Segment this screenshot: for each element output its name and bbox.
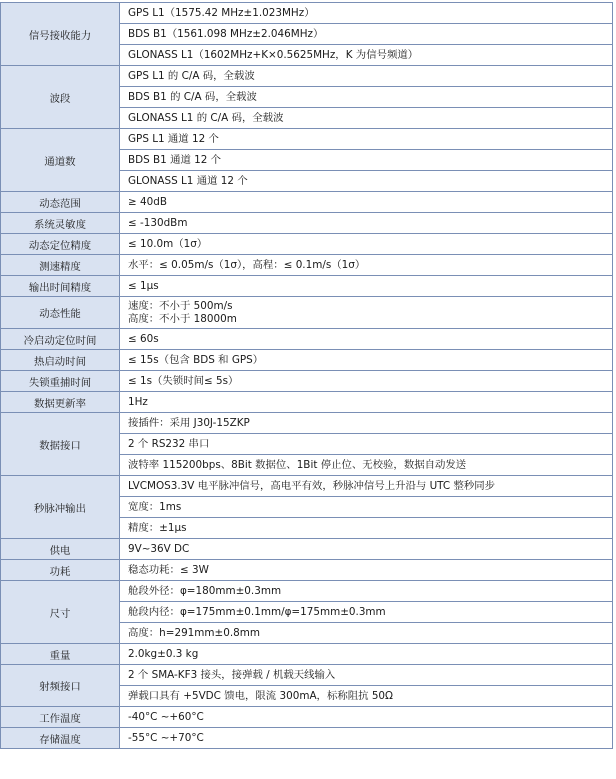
value-text: 2 个 SMA-KF3 接头，接弹载 / 机载天线输入 [128,668,336,681]
value-text: 舱段内径：φ=175mm±0.1mm/φ=175mm±0.3mm [128,605,386,618]
value-text: 舱段外径：φ=180mm±0.3mm [128,584,282,597]
table-row [1,392,613,413]
value-text: 宽度：1ms [128,500,182,513]
value-text: GLONASS L1 通道 12 个 [128,174,248,187]
row-value [120,255,613,276]
row-value [120,213,613,234]
table-row [1,413,613,434]
row-label: 存储温度 [1,728,120,749]
row-value [120,434,613,455]
row-value [120,45,613,66]
table-row [1,234,613,255]
spec-table-body [1,3,613,749]
value-text: 弹载口具有 +5VDC 馈电，限流 300mA，标称阻抗 50Ω [128,689,393,702]
row-value [120,413,613,434]
row-value [120,455,613,476]
value-text: ≤ 15s（包含 BDS 和 GPS） [128,353,264,366]
table-row [1,297,613,329]
row-value [120,24,613,45]
row-value [120,497,613,518]
row-value [120,728,613,749]
value-text: 水平：≤ 0.05m/s（1σ），高程：≤ 0.1m/s（1σ） [128,258,366,271]
row-label: 供电 [1,539,120,560]
row-label: 尺寸 [1,581,120,644]
row-value [120,3,613,24]
row-value [120,234,613,255]
table-row [1,129,613,150]
table-row [1,213,613,234]
value-text: 高度：不小于 18000m [128,312,237,325]
table-row [1,3,613,24]
value-text: 2.0kg±0.3 kg [128,647,199,660]
row-label: 系统灵敏度 [1,213,120,234]
row-value [120,644,613,665]
table-row [1,539,613,560]
value-text: GPS L1（1575.42 MHz±1.023MHz） [128,6,315,19]
table-row [1,66,613,87]
row-label: 重量 [1,644,120,665]
row-value [120,707,613,728]
row-value [120,276,613,297]
row-value [120,581,613,602]
value-text: BDS B1 的 C/A 码，全载波 [128,90,257,103]
value-text: 精度：±1μs [128,521,187,534]
row-label: 功耗 [1,560,120,581]
table-row [1,276,613,297]
value-text: GLONASS L1（1602MHz+K×0.5625MHz，K 为信号频道） [128,48,419,61]
value-text: ≥ 40dB [128,195,167,208]
row-label: 热启动时间 [1,350,120,371]
spec-table [0,2,613,749]
row-value [120,108,613,129]
value-text: BDS B1（1561.098 MHz±2.046MHz） [128,27,324,40]
row-label: 数据更新率 [1,392,120,413]
row-label: 动态范围 [1,192,120,213]
row-value [120,602,613,623]
row-label: 信号接收能力 [1,3,120,66]
row-value [120,665,613,686]
table-row [1,560,613,581]
table-row [1,371,613,392]
value-text: -40°C ~+60°C [128,710,204,723]
value-text: ≤ 60s [128,332,159,345]
table-row [1,192,613,213]
table-row [1,476,613,497]
row-value [120,350,613,371]
value-text: 稳态功耗：≤ 3W [128,563,209,576]
row-value [120,66,613,87]
row-value [120,192,613,213]
row-value [120,623,613,644]
table-row [1,728,613,749]
value-text: 9V~36V DC [128,542,190,555]
value-text: 1Hz [128,395,148,408]
value-text: GPS L1 通道 12 个 [128,132,219,145]
row-label: 动态性能 [1,297,120,329]
value-text: ≤ -130dBm [128,216,188,229]
row-label: 秒脉冲输出 [1,476,120,539]
row-value [120,476,613,497]
value-text: ≤ 1s（失锁时间≤ 5s） [128,374,239,387]
value-text: 高度：h=291mm±0.8mm [128,626,261,639]
row-label: 输出时间精度 [1,276,120,297]
row-label: 动态定位精度 [1,234,120,255]
row-label: 失锁重捕时间 [1,371,120,392]
row-value [120,329,613,350]
table-row [1,329,613,350]
value-text: GPS L1 的 C/A 码，全载波 [128,69,255,82]
value-text: ≤ 10.0m（1σ） [128,237,208,250]
value-text: 波特率 115200bps、8Bit 数据位、1Bit 停止位、无校验，数据自动发送 [128,458,467,471]
value-text: LVCMOS3.3V 电平脉冲信号，高电平有效，秒脉冲信号上升沿与 UTC 整秒同步 [128,479,496,492]
row-label: 工作温度 [1,707,120,728]
table-row [1,350,613,371]
value-text: 2 个 RS232 串口 [128,437,210,450]
row-value [120,560,613,581]
value-text: 速度：不小于 500m/s [128,299,233,312]
table-row [1,707,613,728]
row-value [120,171,613,192]
row-label: 射频接口 [1,665,120,707]
row-value [120,150,613,171]
row-label: 测速精度 [1,255,120,276]
row-value [120,87,613,108]
table-row [1,581,613,602]
row-value [120,686,613,707]
row-value [120,371,613,392]
table-row [1,665,613,686]
value-text: -55°C ~+70°C [128,731,204,744]
value-text: GLONASS L1 的 C/A 码，全载波 [128,111,284,124]
table-row [1,255,613,276]
row-value [120,129,613,150]
row-label: 数据接口 [1,413,120,476]
value-text: BDS B1 通道 12 个 [128,153,222,166]
row-value [120,539,613,560]
value-text: ≤ 1μs [128,279,159,292]
row-value [120,297,613,329]
row-label: 波段 [1,66,120,129]
row-value [120,518,613,539]
row-value [120,392,613,413]
value-text: 接插件：采用 J30J-15ZKP [128,416,250,429]
table-row [1,644,613,665]
row-label: 通道数 [1,129,120,192]
row-label: 冷启动定位时间 [1,329,120,350]
